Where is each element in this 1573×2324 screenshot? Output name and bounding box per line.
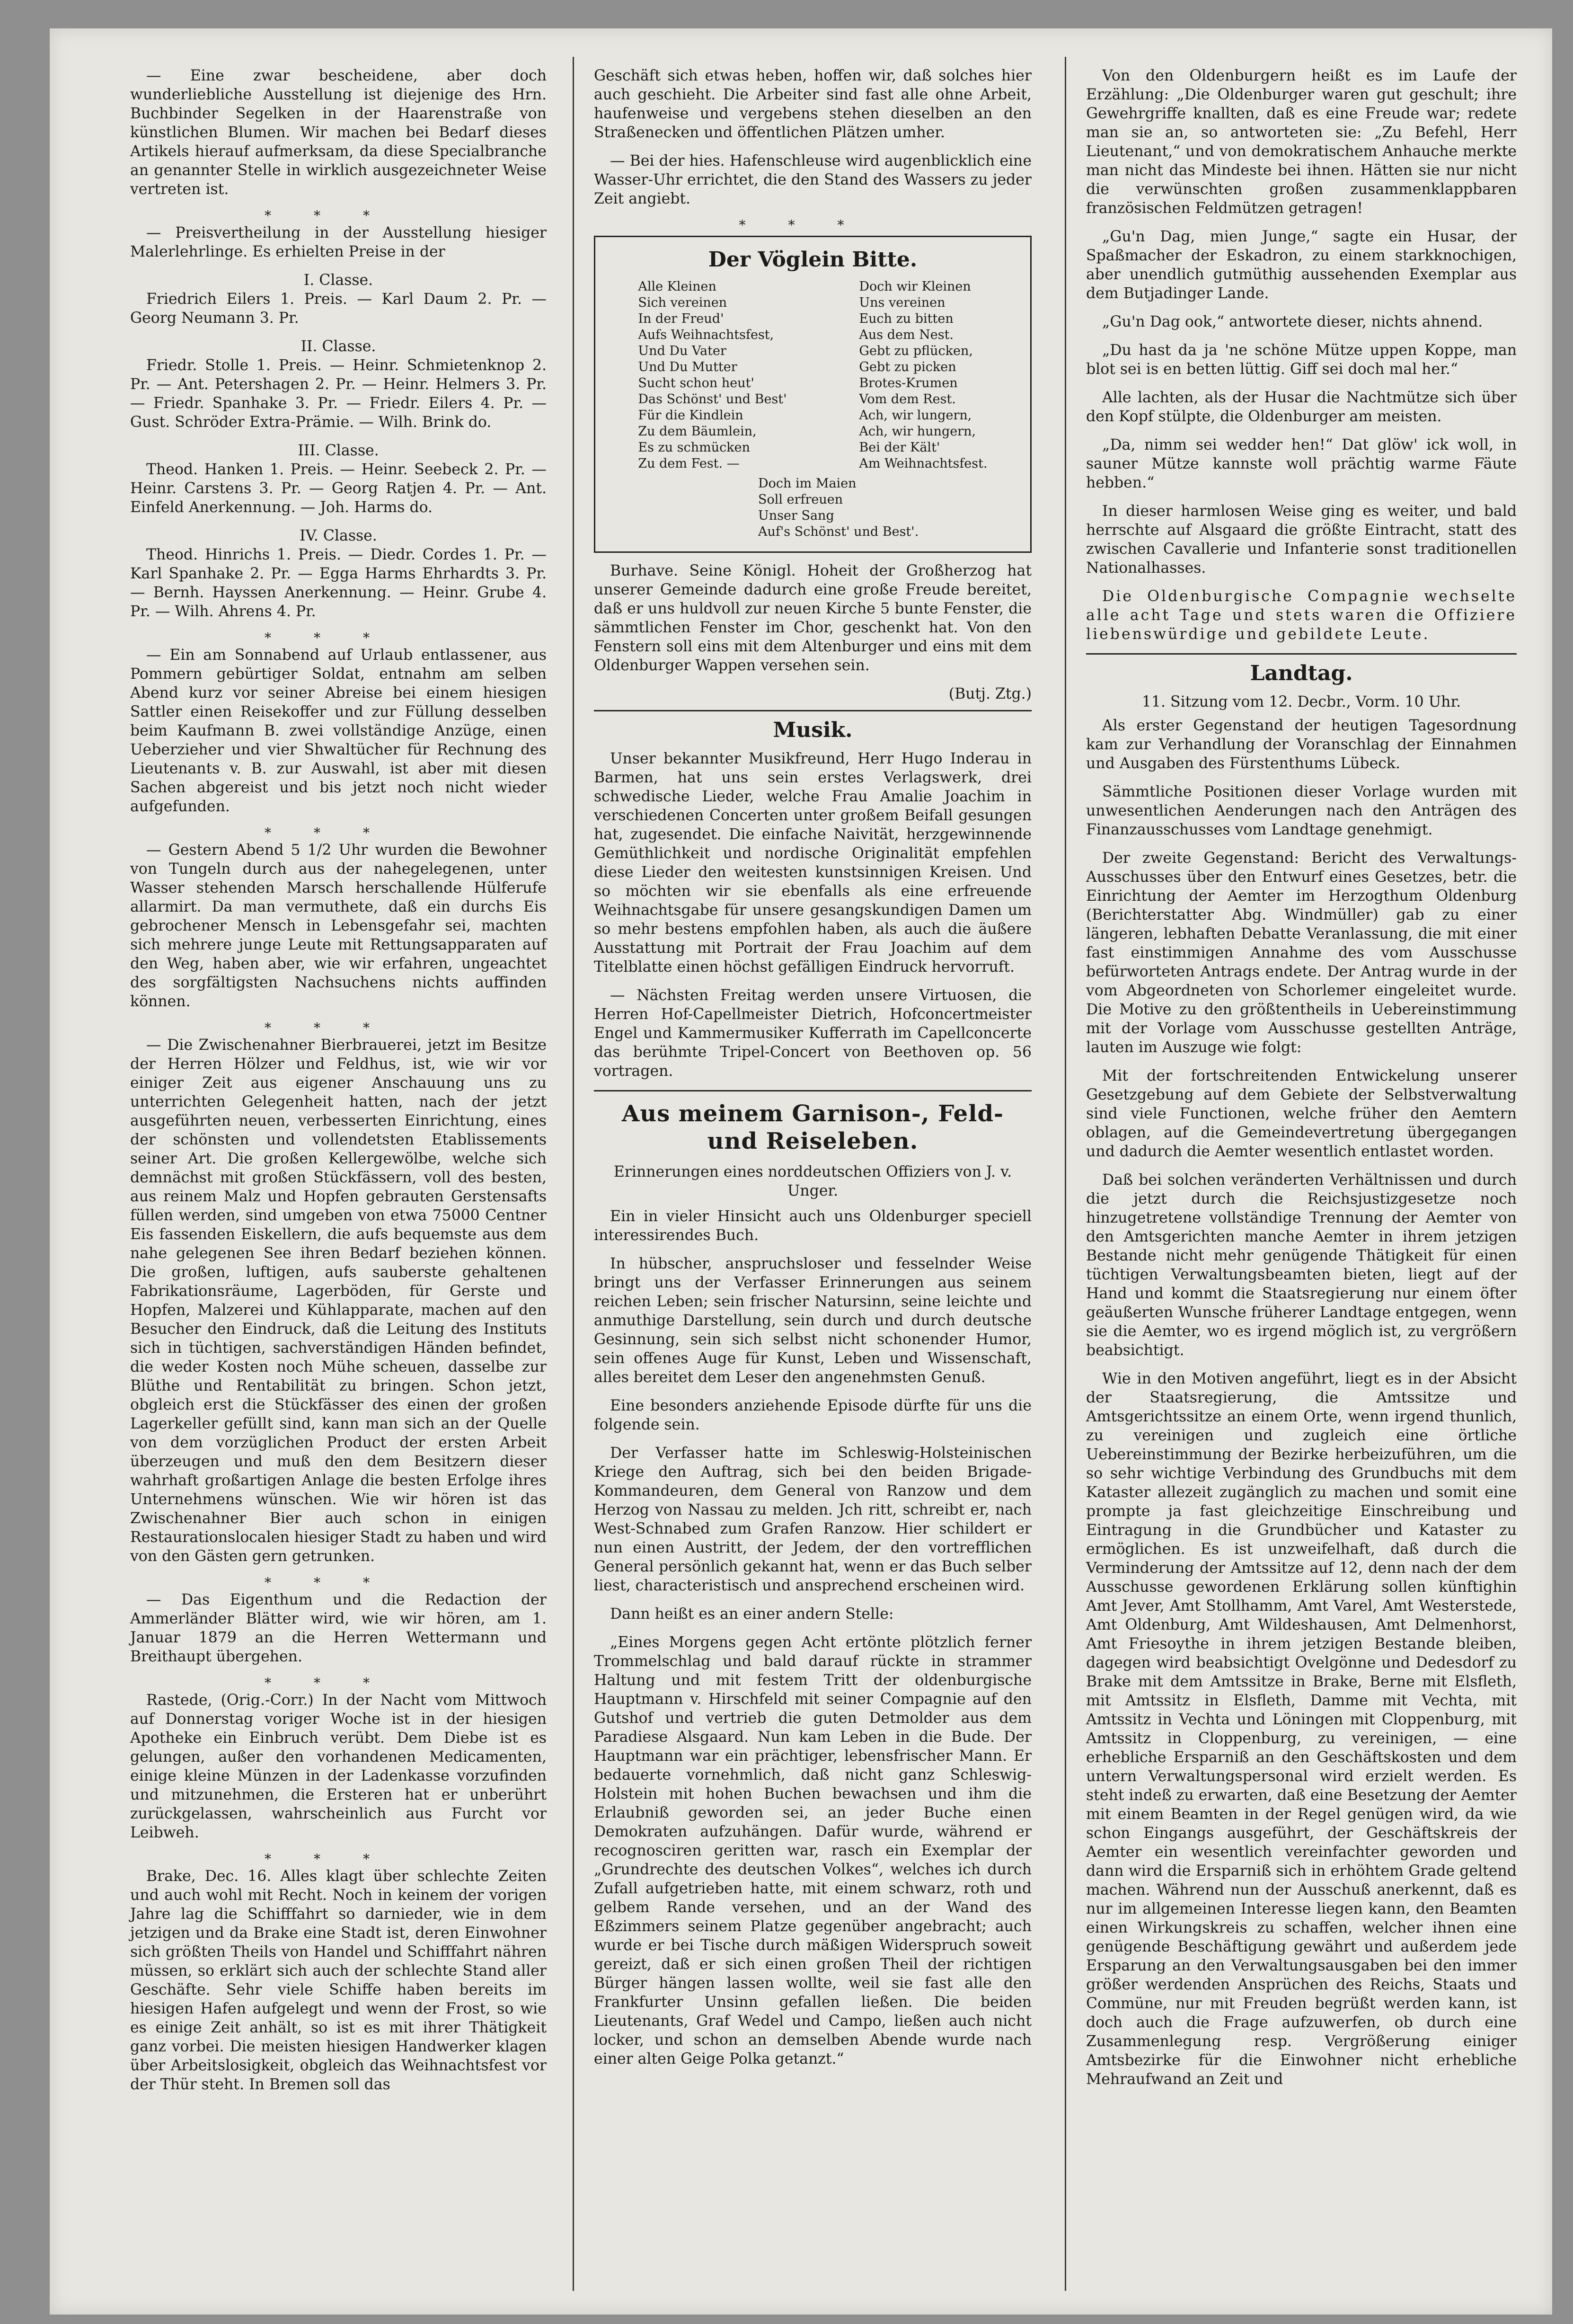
poem-line: Brotes-Krumen bbox=[859, 376, 958, 390]
session-line: 11. Sitzung vom 12. Decbr., Vorm. 10 Uhr. bbox=[1141, 693, 1461, 710]
poem-line: In der Freud' bbox=[638, 311, 724, 326]
paragraph: Als erster Gegenstand der heutigen Tagesordnung kam zur Verhandlung der Voranschlag der Einnahmen und Ausgaben des Fürstenthums Lübeck. bbox=[1086, 717, 1517, 772]
poem-line: Soll erfreuen bbox=[758, 492, 843, 507]
classe-text: Theod. Hanken 1. Preis. — Heinr. Seebeck 2. Pr. — Heinr. Carstens 3. Pr. — Georg Ratjen 4. Pr. — Ant. Einfeld Anerkennung. — Joh. Harms do. bbox=[130, 461, 547, 516]
poem-line: Sucht schon heut' bbox=[638, 376, 754, 390]
poem-line: Und Du Mutter bbox=[638, 360, 737, 374]
separator-stars: *** bbox=[265, 630, 412, 646]
column-rule bbox=[573, 57, 574, 2291]
poem-line: Zu dem Fest. — bbox=[638, 456, 740, 471]
paragraph: Wie in den Motiven angeführt, liegt es in der Absicht der Staatsregierung, die Amtssitze und Amtsgerichtssitze an einem Orte, wenn irgend thunlich, zu vereinigen und zugleich eine örtliche Uebereinstimmung der Bezirke herbeizuführen, um die so sehr wichtige Verbindung des Grundbuchs mit dem Kataster allezeit zugänglich zu machen und somit eine prompte ja fast gleichzeitige Einschreibung und Eintragung in die Grundbücher und Kataster zu ermöglichen. Es ist unzweifelhaft, daß durch die Verminderung der Amtssitze auf 12, denn nach der dem Ausschusse gewordenen Erklärung sollen künftighin Amt Jever, Amt Stollhamm, Amt Varel, Amt Westerstede, Amt Oldenburg, Amt Wildeshausen, Amt Delmenhorst, Amt Friesoythe in ihrem jetzigen Bestande bleiben, dagegen wird beabsichtigt Ovelgönne und Dedesdorf zu Brake mit dem Amtssitze in Brake, Berne mit Elsfleth, mit Amtssitz in Elsfleth, Damme mit Vechta, mit Amtssitz in Vechta und Löningen mit Cloppenburg, mit Amtssitz in Cloppenburg, zu vereinigen, — eine erhebliche Ersparniß an den Geschäftskosten und dem untern Verwaltungspersonal wird erzielt werden. Es steht indeß zu erwarten, daß eine Besetzung der Aemter mit einem Beamten in der Regel genügen wird, da wie schon Eingangs ausgeführt, der Geschäftskreis der Aemter ein wesentlich vereinfachter geworden und dann wird die Ersparniß sich in erhöhtem Grade geltend machen. Während nun der Ausschuß anerkennt, daß es nur im allgemeinen Interesse liegen kann, den Beamten einen Wirkungskreis zu schaffen, welcher ihnen eine genügende Beschäftigung gewährt und außerdem jede Ersparung an den Verwaltungsausgaben bei den immer größer werdenden Ansprüchen des Reichs, Staats und Commüne, nur mit Freuden begrüßt werden kann, ist doch auch die Frage aufzuwerfen, ob durch eine Zusammenlegung resp. Vergrößerung einiger Amtsbezirke für die Einwohner nicht erhebliche Mehraufwand an Zeit und bbox=[1086, 1370, 1517, 2088]
paragraph: Von den Oldenburgern heißt es im Laufe der Erzählung: „Die Oldenburger waren gut geschult; ihre Gewehrgriffe knallten, daß es eine Freude war; redete man sie an, so antworteten sie: „Zu Befehl, Herr Lieutenant,“ und von demokratischem Anhauche merkte man nicht das Mindeste bei ihnen. Hätten sie nur nicht die verwünschten großen zusammenklappbaren französischen Feldmützen getragen! bbox=[1086, 67, 1517, 217]
poem-left-stanza bbox=[638, 279, 786, 472]
poem-line: Für die Kindlein bbox=[638, 408, 743, 423]
article-brake: Brake, Dec. 16. Alles klagt über schlechte Zeiten und auch wohl mit Recht. Noch in keinem der vorigen Jahre lag die Schifffahrt so darnieder, wie in dem jetzigen und da Brake eine Stadt ist, deren Einwohner sich größten Theils von Handel und Schifffahrt nähren müssen, so erklärt sich auch der schlechte Stand aller Geschäfte. Sehr viele Schiffe haben bereits im hiesigen Hafen aufgelegt und wenn der Frost, so wie es einige Zeit anhält, so ist es mit ihrer Thätigkeit ganz vorbei. Die meisten hiesigen Handwerker klagen über Arbeitslosigkeit, obgleich das Weihnachtsfest vor der Thür steht. In Bremen soll das bbox=[130, 1868, 547, 2093]
poem-line: Euch zu bitten bbox=[859, 311, 954, 326]
section-heading-garnison: Aus meinem Garnison-, Feld- und Reiseleben. bbox=[622, 1100, 1004, 1154]
classe-heading: III. Classe. bbox=[298, 442, 379, 459]
separator-stars: *** bbox=[265, 825, 412, 841]
divider bbox=[594, 710, 1032, 711]
article-preisvertheilung: — Preisvertheilung in der Ausstellung hiesiger Malerlehrlinge. Es erhielten Preise in der bbox=[130, 224, 547, 260]
paragraph: Dann heißt es an einer andern Stelle: bbox=[610, 1606, 894, 1623]
article-brauerei: — Die Zwischenahner Bierbrauerei, jetzt im Besitze der Herren Hölzer und Feldhus, ist, wie wir vor einiger Zeit aus eigener Anschauung uns zu unterrichten Gelegenheit hatten, nach der jetzt ausgeführten neuen, verbesserten Einrichtung, eines der schönsten und vollendetsten Etablissements seiner Art. Die großen Kellergewölbe, welche sich demnächst mit großen Stückfässern, voll des besten, aus reinem Malz und Hopfen gebrauten Gerstensafts füllen werden, sind umgeben von etwa 75000 Centner Eis fassenden Eiskellern, die aufs bequemste aus dem nahe gelegenen See ihren Bedarf beziehen können. Die großen, luftigen, aufs sauberste gehaltenen Fabrikationsräume, Lagerböden, für Gerste und Hopfen, Malzerei und Kühlapparate, machen auf den Besucher den Eindruck, daß die Leitung des Instituts sich in tüchtigen, sachverständigen Händen befindet, die weder Kosten noch Mühe scheuen, dasselbe zur Blüthe und Rentabilität zu bringen. Schon jetzt, obgleich erst die Stückfässer des einen der großen Lagerkeller gefüllt sind, kann man sich an der Quelle von dem vorzüglichen Product der ersten Arbeit überzeugen und muß den dem Besitzern dieser wahrhaft großartigen Anlage die besten Erfolge ihres Unternehmens wünschen. Wie wir hören ist das Zwischenahner Bier auch schon in einigen Restaurationslocalen hiesiger Stadt zu haben und wird von den Gästen gern getrunken. bbox=[130, 1037, 547, 1565]
poem-line: Doch im Maien bbox=[758, 476, 857, 491]
section-subtitle: Erinnerungen eines norddeutschen Offiziers von J. v. Unger. bbox=[613, 1163, 1012, 1199]
article-burhave: Burhave. Seine Königl. Hoheit der Großherzog hat unserer Gemeinde dadurch eine große Freude bereitet, daß er uns huldvoll zur neuen Kirche 5 bunte Fenster, die sämmtlichen Fenster im Chor, geschenkt hat. Von den Fenstern soll eins mit dem Altenburger und eins mit dem Oldenburger Wappen versehen sein. bbox=[594, 562, 1032, 674]
article-brake-continued: Geschäft sich etwas heben, hoffen wir, daß solches hier auch geschieht. Die Arbeiter sind fast alle ohne Arbeit, haufenweise und vergebens stehen dieselben an den Straßenecken und öffentlichen Plätzen umher. bbox=[594, 67, 1032, 141]
poem-line: Unser Sang bbox=[758, 508, 834, 523]
separator-stars: *** bbox=[265, 208, 412, 223]
poem-line: Doch wir Kleinen bbox=[859, 279, 971, 294]
poem-line: Gebt zu picken bbox=[859, 360, 956, 374]
classe-heading: I. Classe. bbox=[303, 272, 373, 289]
section-heading-musik: Musik. bbox=[773, 718, 853, 742]
paragraph: Die Oldenburgische Compagnie wechselte alle acht Tage und stets waren die Offiziere liebenswürdige und gebildete Leute. bbox=[1086, 588, 1517, 643]
separator-stars: *** bbox=[265, 1020, 412, 1036]
paragraph: Der zweite Gegenstand: Bericht des Verwaltungs-Ausschusses über den Entwurf eines Gesetzes, betr. die Einrichtung der Aemter im Herzogthum Oldenburg (Berichterstatter Abg. Windmüller) gab zu einer längeren, lebhaften Debatte Veranlassung, die mit einer fast einstimmigen Annahme des vom Ausschusse befürworteten Antrags endete. Der Antrag wurde in der vom Abgeordneten von Schorlemer eingeleitet wurde. Die Motive zu den größtentheils in Uebereinstimmung mit der Vorlage vom Ausschusse gestellten Anträge, lauten im Auszuge wie folgt: bbox=[1086, 850, 1517, 1056]
article-musik: Unser bekannter Musikfreund, Herr Hugo Inderau in Barmen, hat uns sein erstes Verlagswerk, drei schwedische Lieder, welche Frau Amalie Joachim in verschiedenen Concerten unter großem Beifall gesungen hat, zugesendet. Die einfache Naivität, herzgewinnende Gemüthlichkeit und nordische Originalität empfehlen diese Lieder den weitesten kunstsinnigen Kreisen. Und so möchten wir sie ebenfalls als eine erfreuende Weihnachtsgabe für unsere gesangskundigen Damen um so mehr bestens empfohlen haben, als auch die äußere Ausstattung mit Portrait der Frau Joachim auf dem Titelblatte einen höchst gefälligen Eindruck hervorruft. bbox=[594, 750, 1032, 976]
classe-text: Friedrich Eilers 1. Preis. — Karl Daum 2. Pr. — Georg Neumann 3. Pr. bbox=[130, 291, 547, 327]
paragraph: Sämmtliche Positionen dieser Vorlage wurden mit unwesentlichen Aenderungen nach den Anträgen des Finanzausschusses vom Landtage genehmigt. bbox=[1086, 783, 1517, 838]
article-ausstellung: — Eine zwar bescheidene, aber doch wunderliebliche Ausstellung ist diejenige des Hrn. Buchbinder Segelken in der Haarenstraße von künstlichen Blumen. Wir machen bei Bedarf dieses Artikels hierauf aufmerksam, da diese Specialbranche an genannter Stelle in wirklich ausgezeichneter Weise vertreten ist. bbox=[130, 67, 547, 198]
paragraph: Alle lachten, als der Husar die Nachtmütze sich über den Kopf stülpte, die Oldenburger am meisten. bbox=[1086, 389, 1517, 425]
column-rule bbox=[1065, 57, 1066, 2291]
paragraph: „Da, nimm sei wedder hen!“ Dat glöw' ick woll, in sauner Mütze kannste woll prächtig warme Fäute hebben.“ bbox=[1086, 436, 1517, 491]
divider bbox=[594, 1090, 1032, 1091]
poem-line: Zu dem Bäumlein, bbox=[638, 424, 757, 439]
poem-line: Es zu schmücken bbox=[638, 440, 750, 455]
paragraph: Eine besonders anziehende Episode dürfte für uns die folgende sein. bbox=[594, 1397, 1032, 1433]
paragraph: In hübscher, anspruchsloser und fesselnder Weise bringt uns der Verfasser Erinnerungen aus seinem reichen Leben; sein frischer Natursinn, seine leichte und anmuthige Darstellung, sein durch und durch deutsche Gesinnung, sein sich selbst nicht schonender Humor, sein offenes Auge für Kunst, Leben und Wissenschaft, alles bereitet dem Leser den angenehmsten Genuß. bbox=[594, 1255, 1032, 1386]
poem-line: Alle Kleinen bbox=[638, 279, 716, 294]
poem-title: Der Vöglein Bitte. bbox=[708, 248, 918, 272]
poem-line: Gebt zu pflücken, bbox=[859, 344, 973, 358]
paragraph-quote: „Eines Morgens gegen Acht ertönte plötzlich ferner Trommelschlag und bald darauf rückte in strammer Haltung und mit festem Tritt der oldenburgische Hauptmann v. Hirschfeld mit seiner Compagnie auf den Gutshof und vertrieb die guten Detmolder aus dem Paradiese Alsgaard. Nun kam Leben in die Bude. Der Hauptmann war ein prächtiger, lebensfrischer Mann. Er bedauerte vornehmlich, daß nicht ganz Schleswig-Holstein mit hohen Buchen bewachsen und ihm die Erlaubniß geworden sei, an jeder Buche einen Demokraten aufzuhängen. Dafür wurde, während er recognosciren geritten war, rasch ein Exemplar der „Grundrechte des deutschen Volkes“, welches ich durch Zufall aufgetrieben hatte, mit einem schwarz, roth und gelbem Rande versehen, und an der Wand des Eßzimmers seinem Platze gegenüber angebracht; auch wurde er bei Tische durch mäßigen Widerspruch soweit gereizt, daß er sich einen großen Theil der richtigen Bürger hängen lassen wollte, weil sie fast alle den Frankfurter Unsinn gefallen ließen. Die beiden Lieutenants, Graf Wedel und Campo, ließen auch nicht locker, und schon an demselben Abende wurde nach einer alten Geige Polka getanzt.“ bbox=[594, 1634, 1032, 2067]
paragraph: „Gu'n Dag, mien Junge,“ sagte ein Husar, der Spaßmacher der Eskadron, zu einem starkknochigen, aber unendlich gutmüthig aussehenden Exemplar aus dem Butjadinger Lande. bbox=[1086, 228, 1517, 302]
column-3 bbox=[1086, 66, 1517, 2098]
separator-stars: *** bbox=[739, 217, 887, 233]
poem-line: Vom dem Rest. bbox=[859, 392, 956, 407]
paragraph: Der Verfasser hatte im Schleswig-Holsteinischen Kriege den Auftrag, sich bei den beiden Brigade-Kommandeuren, dem General von Ranzow und dem Herzog von Nassau zu melden. Jch ritt, schreibt er, nach West-Schnabed zum Grafen Ranzow. Hier schildert er nun einen Austritt, der Jedem, der den vortrefflichen General persönlich gekannt hat, wenn er das Buch selber liest, characteristisch und ansprechend erscheinen wird. bbox=[594, 1445, 1032, 1594]
paragraph: Mit der fortschreitenden Entwickelung unserer Gesetzgebung auf dem Gebiete der Selbstverwaltung sind viele Functionen, welche früher den Aemtern oblagen, auf die Gemeindevertretung übergegangen und dadurch die Aemter wesentlich entlastet worden. bbox=[1086, 1067, 1517, 1160]
poem-line: Ach, wir hungern, bbox=[859, 424, 976, 439]
divider bbox=[1086, 653, 1517, 655]
column-2 bbox=[594, 66, 1032, 2078]
article-hafenschleuse: — Bei der hies. Hafenschleuse wird augenblicklich eine Wasser-Uhr errichtet, die den Stand des Wassers zu jeder Zeit angiebt. bbox=[594, 152, 1032, 207]
article-rastede: Rastede, (Orig.-Corr.) In der Nacht vom Mittwoch auf Donnerstag voriger Woche ist in der hiesigen Apotheke ein Einbruch verübt. Dem Diebe ist es gelungen, außer den vorhandenen Medicamenten, einige kleine Münzen in der Ladenkasse vorzufinden und mitzunehmen, die Ersteren hat er unberührt zurückgelassen, wahrscheinlich aus Furcht vor Leibweh. bbox=[130, 1692, 547, 1841]
article-tungeln: — Gestern Abend 5 1/2 Uhr wurden die Bewohner von Tungeln durch aus der nahegelegenen, unter Wasser stehenden Marsch herschallende Hülferufe allarmirt. Da man vermuthete, daß ein durchs Eis gebrochener Mensch in Lebensgefahr sei, machten sich mehrere junge Leute mit Rettungsapparaten auf den Weg, haben aber, wie wir erfahren, ungeachtet des sorgfältigsten Nachsuchens nichts auffinden können. bbox=[130, 842, 547, 1010]
poem-box bbox=[594, 236, 1032, 553]
poem-line: Bei der Kält' bbox=[859, 440, 940, 455]
poem-line: Uns vereinen bbox=[859, 295, 946, 310]
newspaper-page bbox=[50, 28, 1552, 2315]
classe-text: Friedr. Stolle 1. Preis. — Heinr. Schmietenknop 2. Pr. — Ant. Petershagen 2. Pr. — Heinr. Helmers 3. Pr. — Friedr. Spanhake 3. Pr. — Friedr. Eilers 4. Pr. — Gust. Schröder Extra-Prämie. — Wilh. Brink do. bbox=[130, 357, 547, 431]
paragraph: Daß bei solchen veränderten Verhältnissen und durch die jetzt durch die Reichsjustizgesetze noch hinzugetretene vollständige Trennung der Aemter von den Amtsgerichten manche Aemter in ihrem jetzigen Bestande nicht mehr genügende Thätigkeit für einen tüchtigen Verwaltungsbeamten bieten, liegt auf der Hand und kommt die Staatsregierung nur einem öfter geäußerten Wunsche früherer Landtage entgegen, wenn sie die Aemter, wo es irgend möglich ist, zu vergrößern beabsichtigt. bbox=[1086, 1171, 1517, 1359]
poem-line: Am Weihnachtsfest. bbox=[859, 456, 988, 471]
poem-line: Aus dem Nest. bbox=[859, 328, 954, 342]
poem-columns bbox=[602, 279, 1024, 472]
paragraph: „Du hast da ja 'ne schöne Mütze uppen Koppe, man blot sei is en betten lüttig. Giff sei doch mal her.“ bbox=[1086, 342, 1517, 378]
article-soldat: — Ein am Sonnabend auf Urlaub entlassener, aus Pommern gebürtiger Soldat, entnahm am selben Abend kurz vor seiner Abreise bei einem hiesigen Sattler einen Reisekoffer und zur Füllung desselben beim Kaufmann B. zwei vollständige Anzüge, einen Ueberzieher und vier Shwaltücher für Rechnung des Lieutenants v. B. zur Auswahl, ist aber mit diesen Sachen abgereist und bis jetzt noch nicht wieder aufgefunden. bbox=[130, 647, 547, 815]
poem-final-stanza bbox=[758, 476, 1024, 540]
paragraph: In dieser harmlosen Weise ging es weiter, und bald herrschte auf Alsgaard die größte Eintracht, statt des zwischen Cavallerie und Infanterie sonst traditionellen Nationalhasses. bbox=[1086, 503, 1517, 577]
separator-stars: *** bbox=[265, 1851, 412, 1867]
poem-line: Das Schönst' und Best' bbox=[638, 392, 787, 407]
classe-heading: II. Classe. bbox=[300, 338, 376, 355]
classe-heading: IV. Classe. bbox=[300, 527, 377, 544]
poem-line: Auf's Schönst' und Best'. bbox=[758, 524, 919, 539]
section-heading-landtag: Landtag. bbox=[1250, 661, 1353, 685]
column-1 bbox=[130, 66, 547, 2103]
article-musik-concert: — Nächsten Freitag werden unsere Virtuosen, die Herren Hof-Capellmeister Dietrich, Hofconcertmeister Engel und Kammermusiker Kufferrath im Capellconcerte das berühmte Tripel-Concert von Beethoven op. 56 vortragen. bbox=[594, 987, 1032, 1080]
separator-stars: *** bbox=[265, 1675, 412, 1691]
classe-text: Theod. Hinrichs 1. Preis. — Diedr. Cordes 1. Pr. — Karl Spanhake 2. Pr. — Egga Harms Ehrhardts 3. Pr. — Bernh. Hayssen Anerkennung. — Heinr. Grube 4. Pr. — Wilh. Ahrens 4. Pr. bbox=[130, 546, 547, 620]
paragraph: Ein in vieler Hinsicht auch uns Oldenburger speciell interessirendes Buch. bbox=[594, 1208, 1032, 1244]
separator-stars: *** bbox=[265, 1575, 412, 1590]
poem-right-stanza bbox=[859, 279, 987, 472]
article-ammerlaender: — Das Eigenthum und die Redaction der Ammerländer Blätter wird, wie wir hören, am 1. Januar 1879 an die Herren Wettermann und Breithaupt übergehen. bbox=[130, 1591, 547, 1665]
source-note: (Butj. Ztg.) bbox=[948, 685, 1032, 702]
poem-line: Ach, wir lungern, bbox=[859, 408, 972, 423]
poem-line: Aufs Weihnachtsfest, bbox=[638, 328, 774, 342]
poem-line: Sich vereinen bbox=[638, 295, 727, 310]
paragraph: „Gu'n Dag ook,“ antwortete dieser, nichts ahnend. bbox=[1102, 313, 1483, 330]
poem-line: Und Du Vater bbox=[638, 344, 726, 358]
